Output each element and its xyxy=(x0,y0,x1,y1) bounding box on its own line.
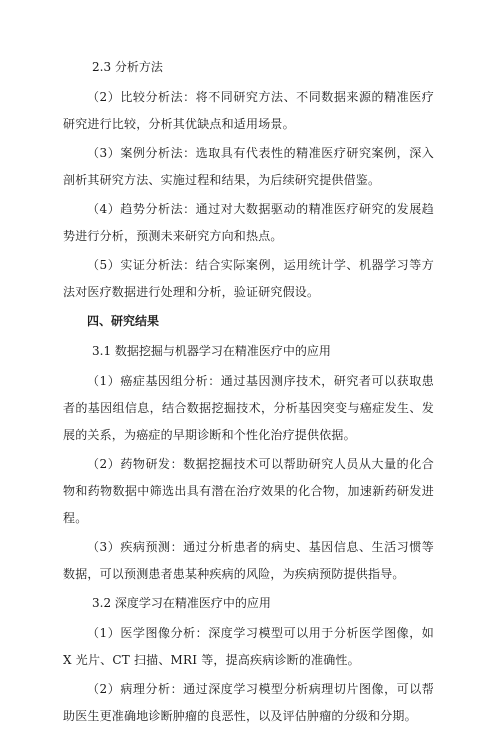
section-analysis-methods xyxy=(63,54,434,306)
section-heading: 2.3 分析方法 xyxy=(92,60,163,74)
paragraph: （2）病理分析：通过深度学习模型分析病理切片图像，可以帮助医生更准确地诊断肿瘤的良恶性，以及评估肿瘤的分级和分期。 xyxy=(63,682,434,723)
section-research-results xyxy=(63,308,434,335)
paragraph: （5）实证分析法：结合实际案例，运用统计学、机器学习等方法对医疗数据进行处理和分析，验证研究假设。 xyxy=(63,258,434,299)
paragraph: （3）案例分析法：选取具有代表性的精准医疗研究案例，深入剖析其研究方法、实施过程和结果，为后续研究提供借鉴。 xyxy=(63,146,434,187)
chapter-heading: 四、研究结果 xyxy=(87,314,160,328)
paragraph: （4）趋势分析法：通过对大数据驱动的精准医疗研究的发展趋势进行分析，预测未来研究方向和热点。 xyxy=(63,202,434,243)
section-data-mining xyxy=(63,338,434,588)
section-heading: 3.1 数据挖掘与机器学习在精准医疗中的应用 xyxy=(92,344,331,358)
section-heading: 3.2 深度学习在精准医疗中的应用 xyxy=(92,596,271,610)
section-deep-learning xyxy=(63,590,434,730)
paragraph: （1）医学图像分析：深度学习模型可以用于分析医学图像，如 X 光片、CT 扫描、MRI 等，提高疾病诊断的准确性。 xyxy=(63,626,434,667)
paragraph: （2）比较分析法：将不同研究方法、不同数据来源的精准医疗研究进行比较，分析其优缺点和适用场景。 xyxy=(63,90,434,131)
paragraph: （2）药物研发：数据挖掘技术可以帮助研究人员从大量的化合物和药物数据中筛选出具有潜在治疗效果的化合物，加速新药研发进程。 xyxy=(63,457,434,525)
paragraph: （1）癌症基因组分析：通过基因测序技术，研究者可以获取患者的基因组信息，结合数据挖掘技术，分析基因突变与癌症发生、发展的关系，为癌症的早期诊断和个性化治疗提供依据。 xyxy=(63,374,434,442)
paragraph: （3）疾病预测：通过分析患者的病史、基因信息、生活习惯等数据，可以预测患者患某种疾病的风险，为疾病预防提供指导。 xyxy=(63,540,434,581)
